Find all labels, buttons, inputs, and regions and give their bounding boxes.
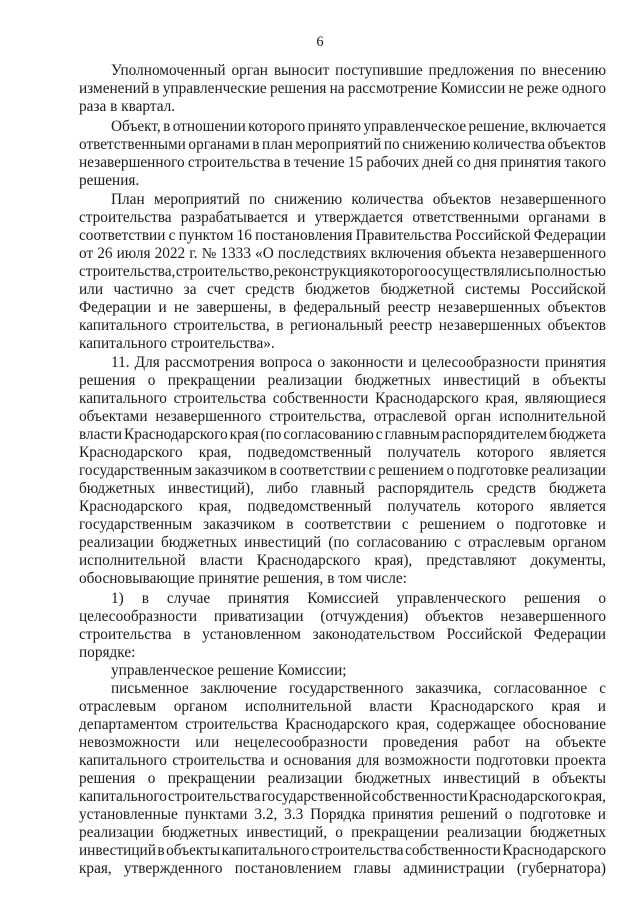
text-line: капитального строительства».	[79, 335, 275, 352]
text-line: строительства, строительство, реконструкция которого осуществлялись полностью	[79, 263, 606, 280]
text-line: План мероприятий по снижению количества объектов незавершенного	[111, 191, 606, 208]
text-line: капитального строительства государственной собственности Краснодарского края,	[79, 788, 606, 805]
text-line: 1) в случае принятия Комиссией управленческого решения о	[111, 590, 606, 607]
text-line: Краснодарского края, подведомственный получатель которого является	[79, 498, 606, 515]
text-line: капитального строительства собственности Краснодарского края, являющиеся	[79, 390, 606, 407]
text-line: от 26 июля 2022 г. № 1333 «О последствиях включения объекта незавершенного	[79, 245, 606, 262]
text-line: объектами незавершенного строительства, отраслевой орган исполнительной	[79, 408, 606, 425]
text-line: строительства в установленном законодательством Российской Федерации	[79, 626, 606, 643]
text-line: власти Краснодарского края (по согласованию с главным распорядителем бюджета	[79, 426, 606, 443]
text-line: реализации бюджетных инвестиций, о прекращении реализации бюджетных	[79, 824, 606, 841]
text-line: письменное заключение государственного заказчика, согласованное с	[111, 680, 606, 697]
text-line: строительства разрабатывается и утверждается ответственными органами в	[79, 209, 606, 226]
text-line: Уполномоченный орган выносит поступившие предложения по внесению	[111, 62, 606, 79]
text-line: отраслевым органом исполнительной власти Краснодарского края и	[79, 698, 606, 715]
text-line: инвестиций в объекты капитального строительства собственности Краснодарского	[79, 842, 606, 859]
text-line: изменений в управленческие решения на рассмотрение Комиссии не реже одного	[79, 80, 606, 97]
text-line: управленческое решение Комиссии;	[111, 662, 347, 679]
text-line: бюджетных инвестиций), либо главный распорядитель средств бюджета	[79, 480, 606, 497]
text-line: реализации бюджетных инвестиций (по согласованию с отраслевым органом	[79, 534, 606, 551]
page-number: 6	[316, 34, 324, 50]
text-line: целесообразности приватизации (отчуждения) объектов незавершенного	[79, 608, 606, 625]
text-line: государственным заказчиком в соответствии с решением о подготовке реализации	[79, 462, 606, 479]
text-line: решения.	[79, 172, 140, 189]
text-line: установленные пунктами 3.2, 3.3 Порядка принятия решений о подготовке и	[79, 806, 606, 823]
text-line: обосновывающие принятие решения, в том числе:	[79, 570, 407, 587]
text-line: капитального строительства и основания для возможности подготовки проекта	[79, 752, 606, 769]
text-line: незавершенного строительства в течение 15 рабочих дней со дня принятия такого	[79, 154, 606, 171]
text-line: капитального строительства, в региональный реестр незавершенных объектов	[79, 317, 606, 334]
text-line: государственным заказчиком в соответствии с решением о подготовке и	[79, 516, 606, 533]
text-line: Объект, в отношении которого принято управленческое решение, включается	[111, 118, 606, 135]
text-line: соответствии с пунктом 16 постановления Правительства Российской Федерации	[79, 227, 606, 244]
text-line: исполнительной власти Краснодарского края), представляют документы,	[79, 552, 606, 569]
text-line: раза в квартал.	[79, 98, 176, 115]
text-line: края, утвержденного постановлением главы администрации (губернатора)	[79, 860, 606, 877]
text-line: департаментом строительства Краснодарского края, содержащее обоснование	[79, 716, 606, 733]
text-line: 11. Для рассмотрения вопроса о законности и целесообразности принятия	[111, 354, 606, 371]
text-line: ответственными органами в план мероприятий по снижению количества объектов	[79, 136, 606, 153]
text-line: порядке:	[79, 644, 136, 661]
text-line: Краснодарского края, подведомственный получатель которого является	[79, 444, 606, 461]
text-line: невозможности или нецелесообразности проведения работ на объекте	[79, 734, 606, 751]
text-line: или частично за счет средств бюджетов бюджетной системы Российской	[79, 281, 606, 298]
text-line: решения о прекращении реализации бюджетных инвестиций в объекты	[79, 770, 606, 787]
text-line: Федерации и не завершены, в федеральный реестр незавершенных объектов	[79, 299, 606, 316]
text-line: решения о прекращении реализации бюджетных инвестиций в объекты	[79, 372, 606, 389]
